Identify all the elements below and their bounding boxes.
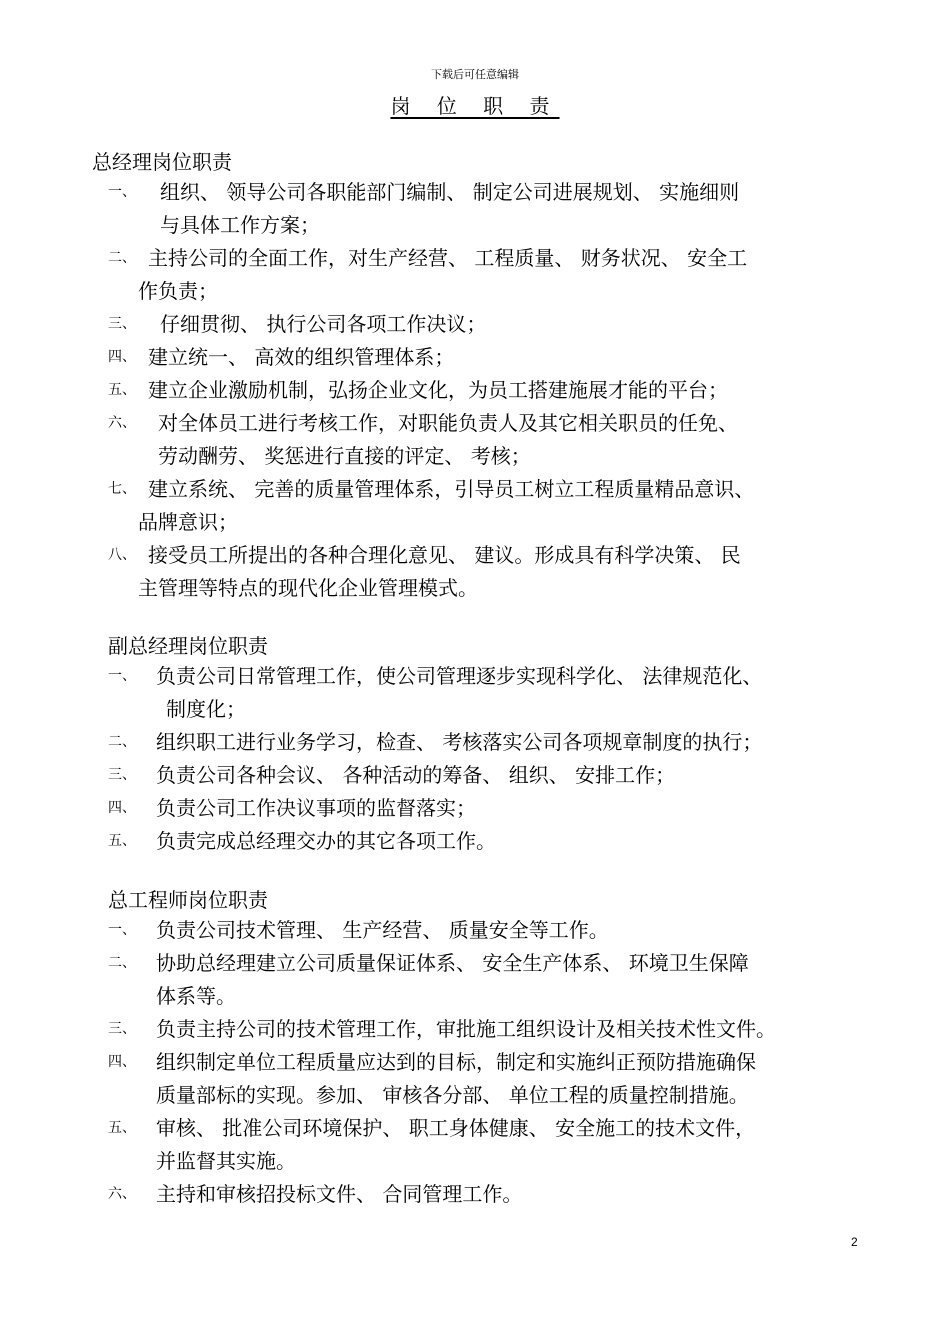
item-text: 负责公司技术管理、 生产经营、 质量安全等工作。 bbox=[156, 918, 609, 942]
item-text: 主持和审核招投标文件、 合同管理工作。 bbox=[156, 1182, 523, 1206]
item-text: 建立企业激励机制，弘扬企业文化，为员工搭建施展才能的平台； bbox=[148, 378, 728, 402]
item-text: 负责公司各种会议、 各种活动的筹备、 组织、 安排工作； bbox=[156, 763, 676, 787]
item-text: 协助总经理建立公司质量保证体系、 安全生产体系、 环境卫生保障 bbox=[156, 951, 749, 975]
item-text: 负责公司工作决议事项的监督落实； bbox=[156, 796, 476, 820]
item-continuation: 与具体工作方案； bbox=[160, 213, 320, 237]
page-number: 2 bbox=[851, 1235, 858, 1249]
item-text: 组织、 领导公司各职能部门编制、 制定公司进展规划、 实施细则 bbox=[160, 180, 740, 204]
item-number: 一、 bbox=[108, 668, 136, 684]
item-number: 三、 bbox=[108, 767, 136, 783]
item-text: 接受员工所提出的各种合理化意见、 建议。形成具有科学决策、 民 bbox=[148, 543, 741, 567]
item-number: 七、 bbox=[108, 481, 136, 497]
item-number: 四、 bbox=[108, 800, 136, 816]
item-text: 审核、 批准公司环境保护、 职工身体健康、 安全施工的技术文件， bbox=[156, 1116, 756, 1140]
item-number: 二、 bbox=[108, 955, 136, 971]
item-number: 三、 bbox=[108, 316, 136, 332]
item-text: 组织职工进行业务学习，检查、 考核落实公司各项规章制度的执行； bbox=[156, 730, 763, 754]
item-number: 五、 bbox=[108, 1120, 136, 1136]
item-text: 建立统一、 高效的组织管理体系； bbox=[148, 345, 455, 369]
item-continuation: 作负责； bbox=[138, 279, 218, 303]
item-number: 四、 bbox=[108, 1054, 136, 1070]
item-text: 主持公司的全面工作，对生产经营、 工程质量、 财务状况、 安全工 bbox=[148, 246, 748, 270]
item-number: 五、 bbox=[108, 382, 136, 398]
item-number: 六、 bbox=[108, 1186, 136, 1202]
item-text: 负责主持公司的技术管理工作，审批施工组织设计及相关技术性文件。 bbox=[156, 1017, 776, 1041]
section-title-deputy-general-manager: 副总经理岗位职责 bbox=[108, 634, 268, 658]
item-text: 组织制定单位工程质量应达到的目标，制定和实施纠正预防措施确保 bbox=[156, 1050, 756, 1074]
item-number: 三、 bbox=[108, 1021, 136, 1037]
item-text: 负责公司日常管理工作，使公司管理逐步实现科学化、 法律规范化、 bbox=[156, 664, 763, 688]
header-note: 下载后可任意编辑 bbox=[431, 68, 519, 81]
item-continuation: 品牌意识； bbox=[138, 510, 238, 534]
item-number: 二、 bbox=[108, 250, 136, 266]
item-number: 八、 bbox=[108, 547, 136, 563]
item-text: 仔细贯彻、 执行公司各项工作决议； bbox=[160, 312, 487, 336]
item-number: 二、 bbox=[108, 734, 136, 750]
item-text: 建立系统、 完善的质量管理体系，引导员工树立工程质量精品意识、 bbox=[148, 477, 755, 501]
item-continuation: 劳动酬劳、 奖惩进行直接的评定、 考核； bbox=[158, 444, 531, 468]
section-title-general-manager: 总经理岗位职责 bbox=[92, 150, 232, 174]
item-continuation: 制度化； bbox=[166, 697, 246, 721]
item-text: 对全体员工进行考核工作，对职能负责人及其它相关职员的任免、 bbox=[158, 411, 738, 435]
item-number: 五、 bbox=[108, 833, 136, 849]
item-continuation: 主管理等特点的现代化企业管理模式。 bbox=[138, 576, 478, 600]
section-title-chief-engineer: 总工程师岗位职责 bbox=[108, 888, 268, 912]
document-title: 岗 位 职 责 bbox=[390, 94, 560, 118]
item-number: 四、 bbox=[108, 349, 136, 365]
item-continuation: 并监督其实施。 bbox=[156, 1149, 296, 1173]
item-number: 一、 bbox=[108, 184, 136, 200]
item-text: 负责完成总经理交办的其它各项工作。 bbox=[156, 829, 496, 853]
item-continuation: 体系等。 bbox=[156, 984, 236, 1008]
item-number: 一、 bbox=[108, 922, 136, 938]
item-number: 六、 bbox=[108, 415, 136, 431]
item-continuation: 质量部标的实现。参加、 审核各分部、 单位工程的质量控制措施。 bbox=[156, 1083, 749, 1107]
